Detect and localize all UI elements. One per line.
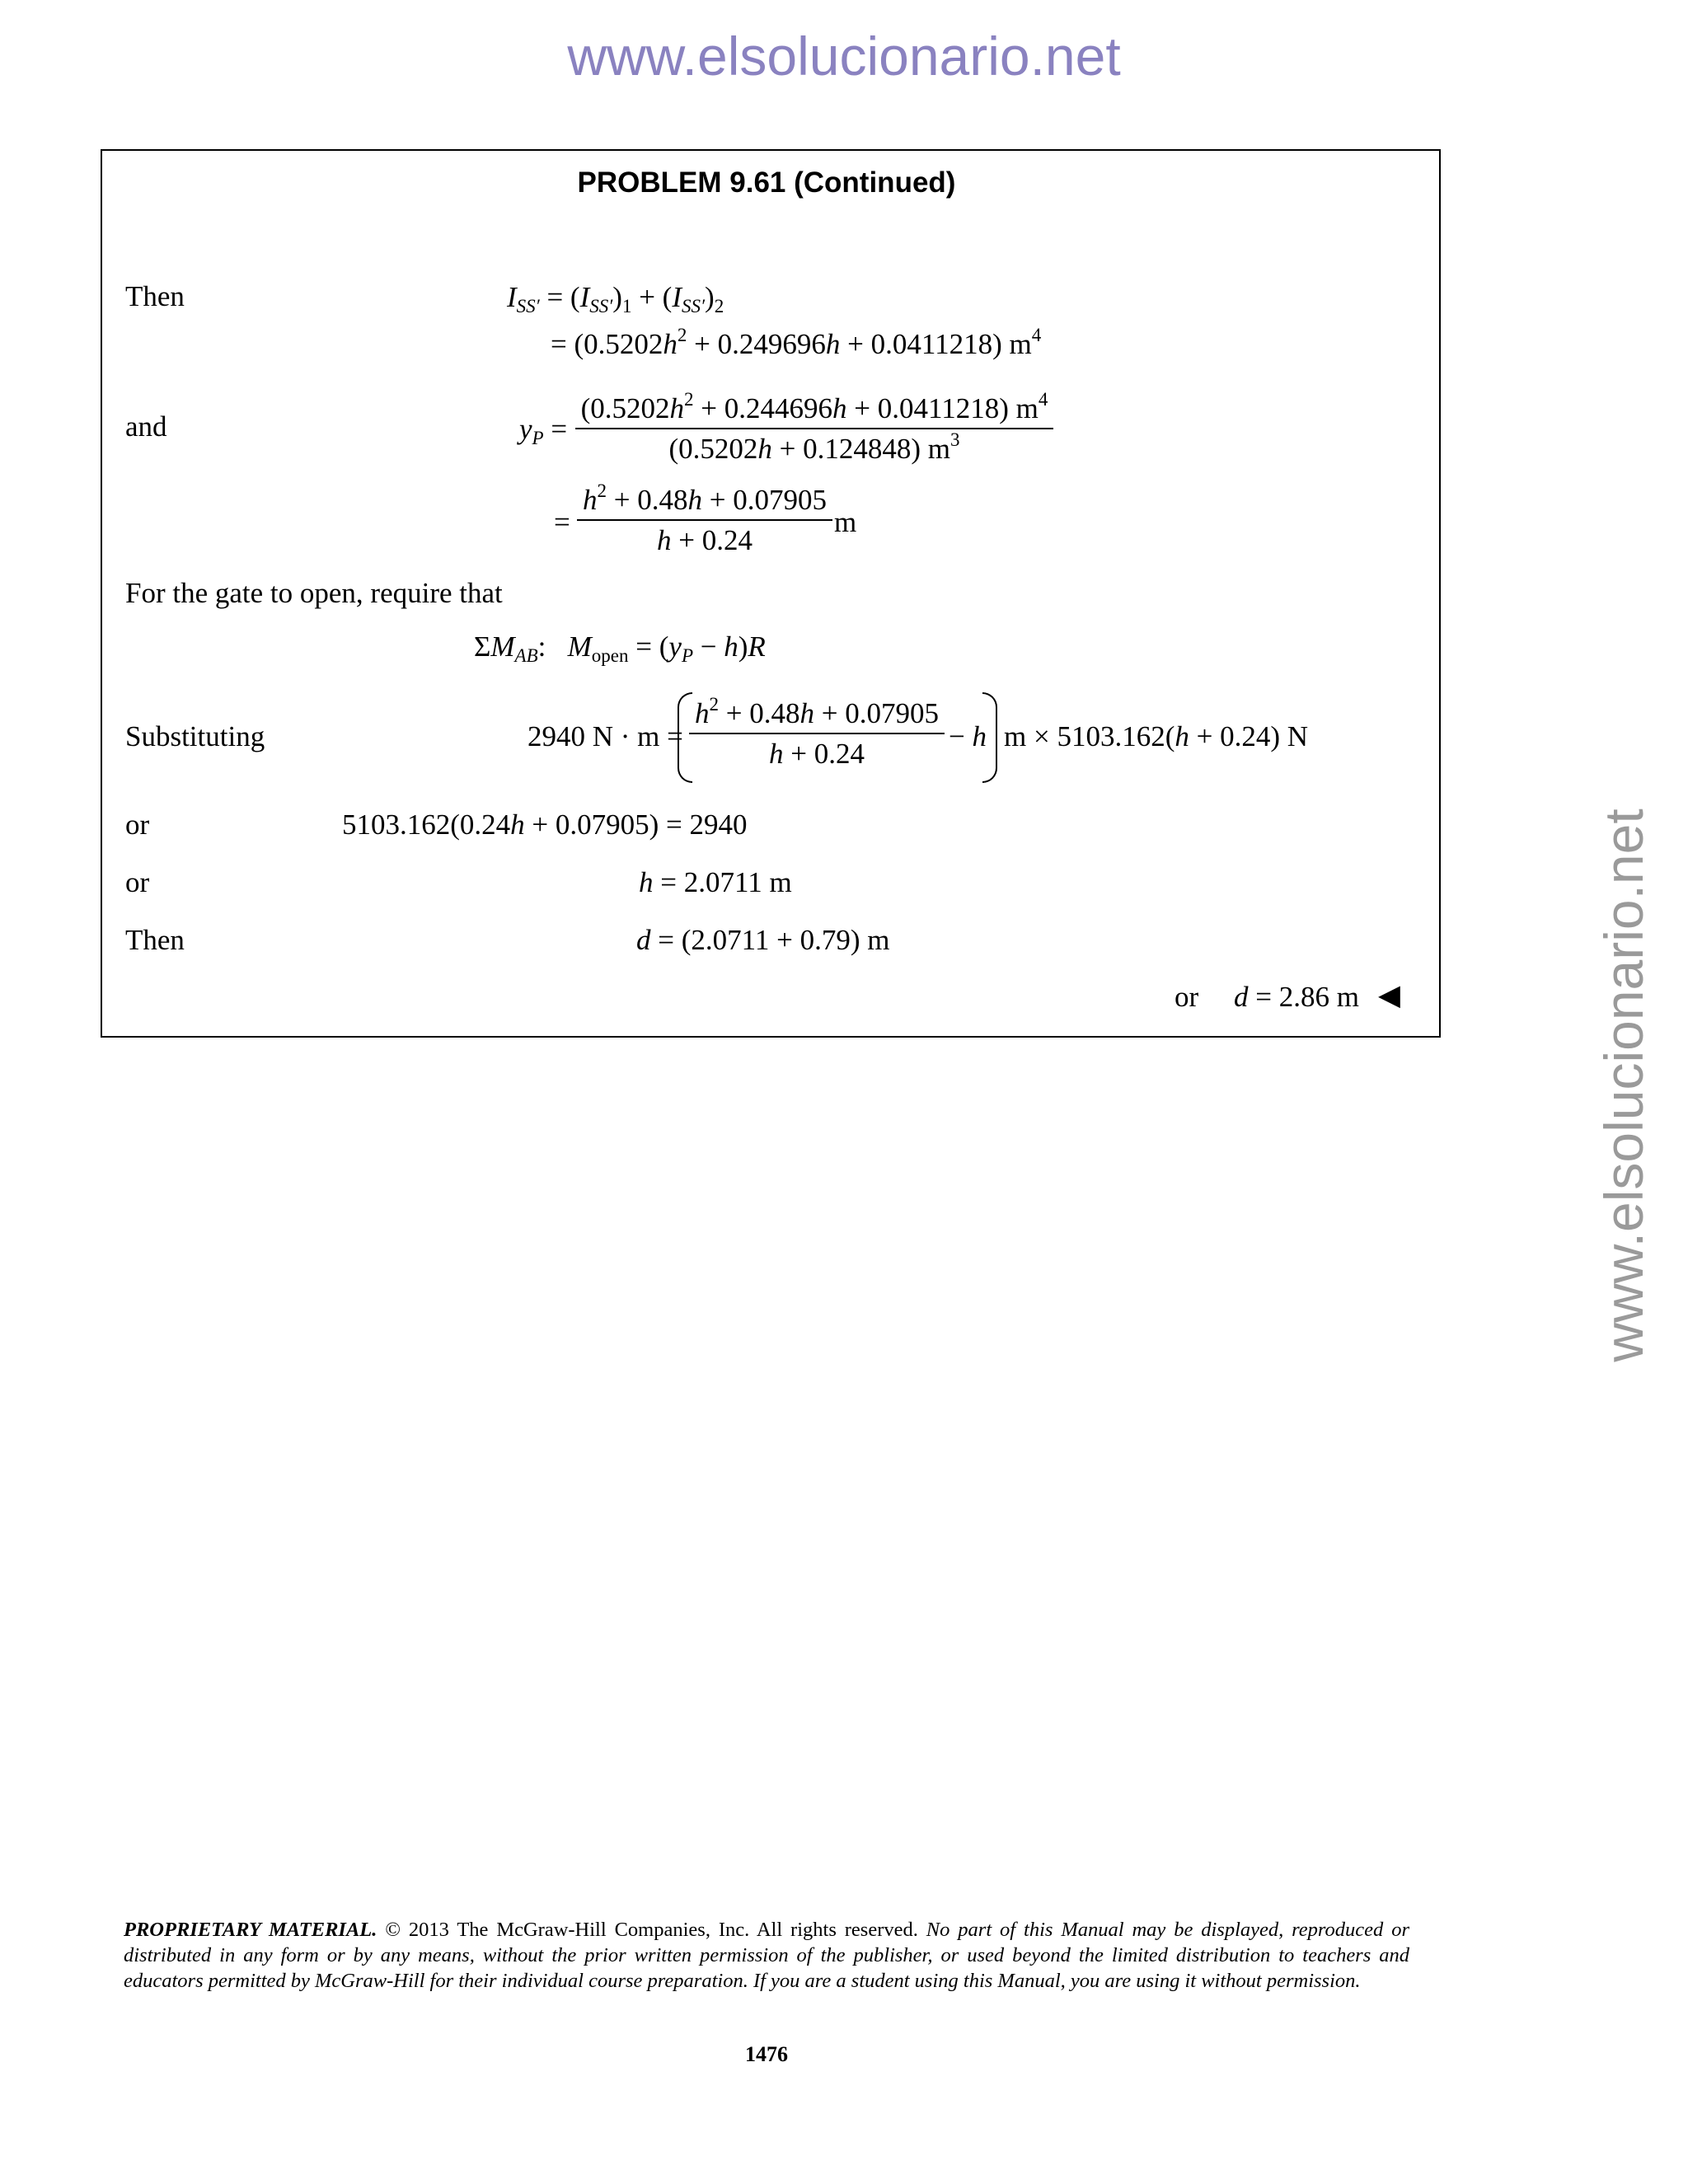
equation-h-result: h = 2.0711 m: [639, 866, 792, 898]
problem-heading: PROBLEM 9.61 (Continued): [577, 166, 956, 199]
label-for-gate: For the gate to open, require that: [125, 577, 503, 609]
fraction-simplified: $\frac{h^2 + 0.48h + 0.07905}{h + 0.24}$: [577, 485, 832, 555]
label-or-3: or: [1175, 981, 1199, 1013]
label-then-2: Then: [125, 924, 185, 956]
label-and: and: [125, 410, 167, 443]
copyright-notice: PROPRIETARY MATERIAL. © 2013 The McGraw-Hill Companies, Inc. All rights reserved. No part of this Manual may be displayed, reproduced or distributed in any form or by any means, without the prior written permission of the publisher, or used beyond the limited distribution to teachers and educators permitted by McGraw-Hill for their individual course preparation. If you are a student using this Manual, you are using it without permission.: [124, 1919, 1409, 1992]
unit-m: m: [834, 506, 857, 538]
fraction-subst: $\frac{h^2 + 0.48h + 0.07905}{h + 0.24}$: [689, 699, 945, 768]
fraction-yp: $\frac{(0.5202h^2 + 0.244696h + 0.0411218) m^4}{(0.5202h + 0.124848) m^3}$: [575, 394, 1053, 463]
label-then: Then: [125, 280, 185, 312]
equation-yp-lhs: $y_P$ =: [519, 413, 568, 448]
subst-lhs: 2940 N · m =: [528, 720, 683, 752]
equation-d-calc: d = (2.0711 + 0.79) m: [636, 924, 890, 956]
equation-iss-sum: $I_{SS'} = (I_{SS'})_1 + (I_{SS'})_2$: [507, 281, 724, 316]
equals-sign: =: [554, 506, 570, 538]
equation-or-1: 5103.162(0.24h + 0.07905) = 2940: [342, 808, 748, 841]
right-parenthesis: [982, 692, 997, 783]
final-answer: d = 2.86 m: [1234, 981, 1359, 1013]
label-or-2: or: [125, 866, 150, 898]
label-or-1: or: [125, 808, 150, 841]
subst-rhs: m × 5103.162(h + 0.24) N: [1004, 720, 1309, 752]
watermark-side: www.elsolucionario.net: [1593, 808, 1654, 1362]
equation-moment: $\Sigma M_{AB}$: $M_{open} = (y_P - h)R$: [474, 630, 766, 666]
answer-marker-icon: ◀: [1378, 979, 1400, 1011]
page-number: 1476: [745, 2042, 788, 2066]
equation-iss-value: = $(0.5202h^2 + 0.249696h + 0.0411218)$ $m^4$: [551, 325, 1042, 360]
watermark-top[interactable]: www.elsolucionario.net: [567, 26, 1121, 87]
subst-minus-h: − h: [949, 720, 987, 752]
label-substituting: Substituting: [125, 720, 265, 752]
